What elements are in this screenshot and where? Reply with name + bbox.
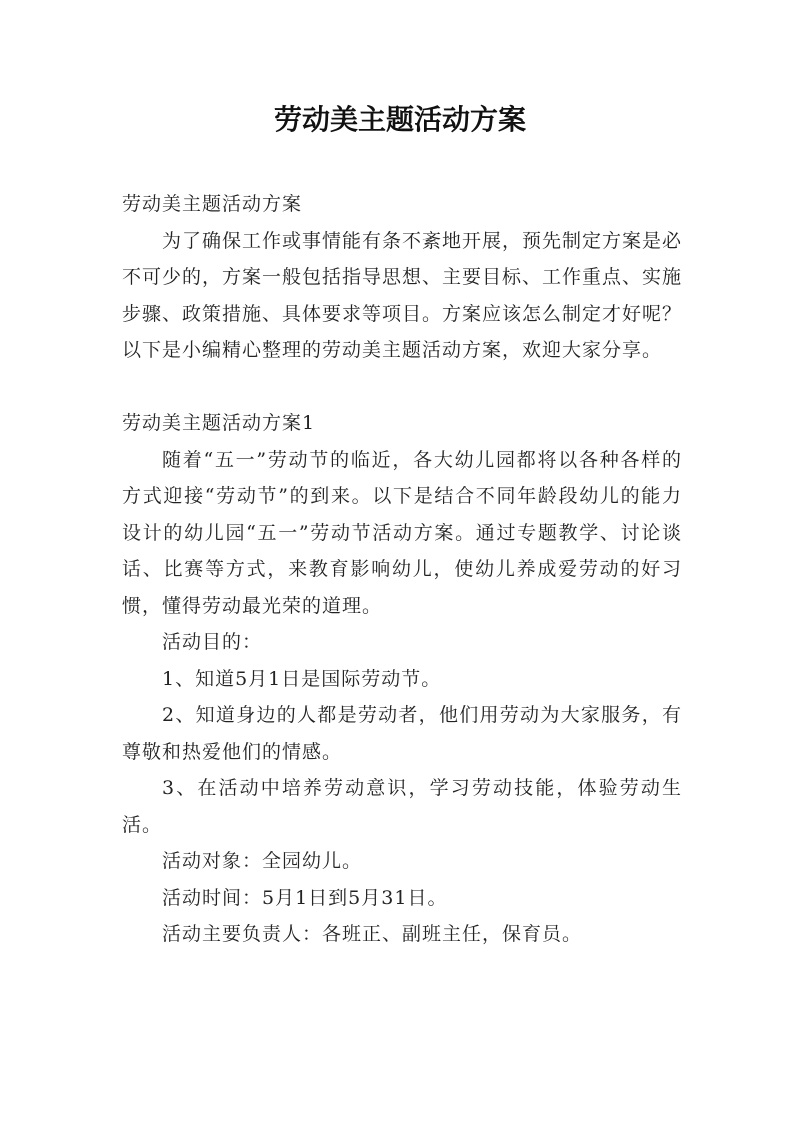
activity-responsible: 活动主要负责人：各班正、副班主任，保育员。 — [162, 923, 583, 945]
activity-time: 活动时间：5月1日到5月31日。 — [162, 886, 448, 909]
section-heading-intro: 劳动美主题活动方案 — [122, 193, 303, 215]
paragraph-spacer — [122, 369, 682, 406]
goal-item-3: 3、在活动中培养劳动意识，学习劳动技能，体验劳动生活。 — [122, 777, 682, 836]
document-title: 劳动美主题活动方案 — [273, 103, 526, 136]
intro-paragraph: 为了确保工作或事情能有条不紊地开展，预先制定方案是必不可少的，方案一般包括指导思想、主要目标、工作重点、实施步骤、政策措施、具体要求等项目。方案应该怎么制定才好呢？以下是小编精心整理的劳动美主题活动方案，欢迎大家分享。 — [122, 229, 683, 361]
section-heading-plan-1: 劳动美主题活动方案1 — [122, 412, 316, 434]
goal-item-1: 1、知道5月1日是国际劳动节。 — [162, 667, 442, 690]
document-body — [122, 186, 682, 953]
activity-goal-heading: 活动目的： — [162, 631, 263, 653]
activity-target: 活动对象：全园幼儿。 — [162, 850, 363, 872]
plan-1-paragraph: 随着“五一”劳动节的临近，各大幼儿园都将以各种各样的方式迎接“劳动节”的到来。以下是结合不同年龄段幼儿的能力设计的幼儿园“五一”劳动节活动方案。通过专题教学、讨论谈话、比赛等方式，来教育影响幼儿，使幼儿养成爱劳动的好习惯，懂得劳动最光荣的道理。 — [122, 448, 682, 617]
goal-item-2: 2、知道身边的人都是劳动者，他们用劳动为大家服务，有尊敬和热爱他们的情感。 — [122, 704, 682, 763]
